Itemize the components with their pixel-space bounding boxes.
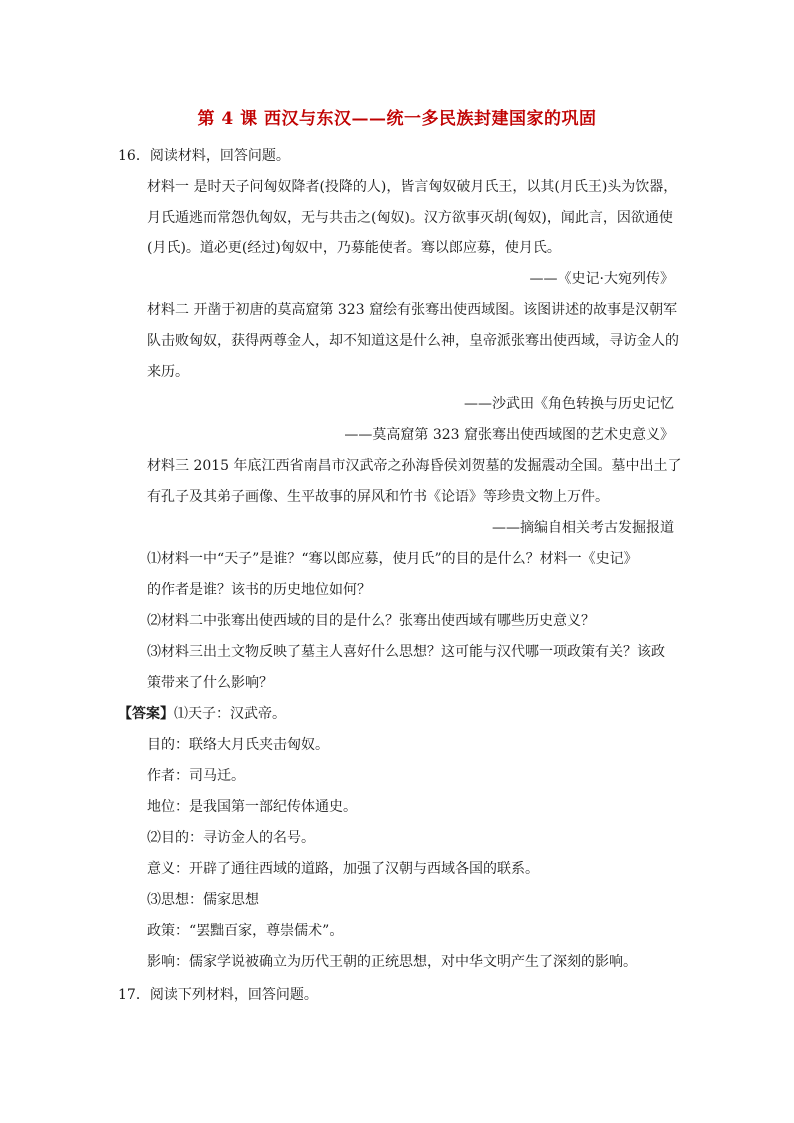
- material-2-line: 队击败匈奴，获得两尊金人，却不知道这是什么神，皇帝派张骞出使西域，寻访金人的: [147, 333, 679, 349]
- sub-question-1: ⑴材料一中“天子”是谁？“骞以郎应募，使月氏”的目的是什么？材料一《史记》: [147, 551, 638, 567]
- material-1-line: (月氏)。道必更(经过)匈奴中，乃募能使者。骞以郎应募，使月氏。: [147, 240, 561, 256]
- answer-line: ⑶思想：儒家思想: [147, 892, 259, 908]
- question-16-heading: 16．阅读材料，回答问题。: [118, 148, 290, 164]
- answer-line: 地位：是我国第一部纪传体通史。: [147, 799, 357, 815]
- answer-tag: 【答案】: [118, 706, 174, 722]
- answer-line: 作者：司马迁。: [147, 768, 245, 784]
- material-2-line: 来历。: [147, 364, 189, 380]
- material-1-line: 材料一 是时天子问匈奴降者(投降的人)，皆言匈奴破月氏王，以其(月氏王)头为饮器，: [147, 179, 678, 195]
- sub-question-3: 策带来了什么影响？: [147, 675, 273, 691]
- sub-question-2: ⑵材料二中张骞出使西域的目的是什么？张骞出使西域有哪些历史意义？: [147, 613, 595, 629]
- material-3-source: ——摘编自相关考古发掘报道: [492, 520, 674, 536]
- material-2-source: ——沙武田《角色转换与历史记忆: [464, 396, 674, 412]
- lesson-title: 第 4 课 西汉与东汉——统一多民族封建国家的巩固: [197, 109, 597, 129]
- sub-question-3: ⑶材料三出土文物反映了墓主人喜好什么思想？这可能与汉代哪一项政策有关？该政: [147, 644, 665, 660]
- answer-line: ⑵目的：寻访金人的名号。: [147, 830, 315, 846]
- material-3-line: 有孔子及其弟子画像、生平故事的屏风和竹书《论语》等珍贵文物上万件。: [147, 489, 609, 505]
- answer-line: 政策：“罢黜百家，尊崇儒术”。: [147, 923, 344, 939]
- answer-line: 影响：儒家学说被确立为历代王朝的正统思想，对中华文明产生了深刻的影响。: [147, 954, 637, 970]
- answer-line: 目的：联络大月氏夹击匈奴。: [147, 737, 329, 753]
- answer-line: 意义：开辟了通往西域的道路，加强了汉朝与西域各国的联系。: [147, 861, 539, 877]
- sub-question-1: 的作者是谁？该书的历史地位如何？: [147, 582, 371, 598]
- material-2-line: 材料二 开凿于初唐的莫高窟第 323 窟绘有张骞出使西域图。该图讲述的故事是汉朝军: [147, 302, 678, 318]
- material-2-source: ——莫高窟第 323 窟张骞出使西域图的艺术史意义》: [344, 427, 674, 443]
- material-1-line: 月氏遁逃而常怨仇匈奴，无与共击之(匈奴)。汉方欲事灭胡(匈奴)，闻此言，因欲通使: [147, 210, 673, 226]
- question-17-heading: 17．阅读下列材料，回答问题。: [118, 987, 318, 1003]
- answer-line: [118, 704, 286, 724]
- material-1-source: ——《史记·大宛列传》: [529, 271, 674, 287]
- material-3-line: 材料三 2015 年底江西省南昌市汉武帝之孙海昏侯刘贺墓的发掘震动全国。墓中出土了: [147, 458, 682, 474]
- answer-text: ⑴天子：汉武帝。: [174, 706, 286, 722]
